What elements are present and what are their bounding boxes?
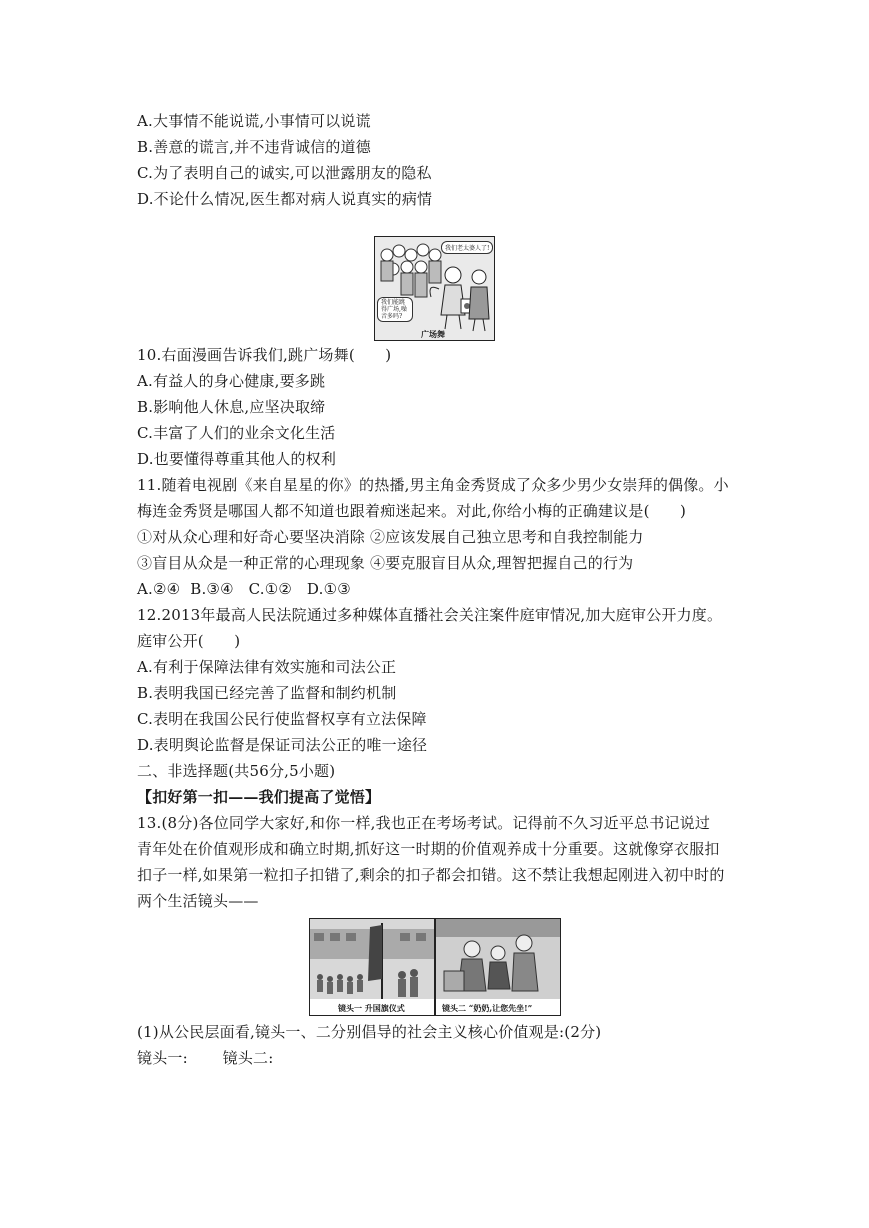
q12-option-a: A.有利于保障法律有效实施和司法公正 (137, 658, 397, 676)
q13-stem-line-2: 青年处在价值观形成和确立时期,抓好这一时期的价值观养成十分重要。这就像穿衣服扣 (137, 840, 720, 858)
q9-option-c: C.为了表明自己的诚实,可以泄露朋友的隐私 (137, 164, 432, 182)
section-2-subtitle: 【扣好第一扣——我们提高了觉悟】 (137, 788, 381, 806)
q9-option-b: B.善意的谎言,并不违背诚信的道德 (137, 138, 371, 156)
cartoon-speech-bubble-left: 我们能跳得广场,噪音多吗? (377, 297, 413, 322)
q11-options: A.②④ B.③④ C.①② D.①③ (137, 580, 351, 598)
q12-option-b: B.表明我国已经完善了监督和制约机制 (137, 684, 397, 702)
q13-sub-question-1: (1)从公民层面看,镜头一、二分别倡导的社会主义核心价值观是:(2分) (137, 1023, 602, 1041)
q12-option-c: C.表明在我国公民行使监督权享有立法保障 (137, 710, 427, 728)
photo-1-caption: 镜头一 升国旗仪式 (338, 1003, 405, 1013)
q10-stem: 10.右面漫画告诉我们,跳广场舞( ) (137, 346, 392, 364)
q10-option-b: B.影响他人休息,应坚决取缔 (137, 398, 326, 416)
q12-option-d: D.表明舆论监督是保证司法公正的唯一途径 (137, 736, 428, 754)
cartoon-caption: 广场舞 (421, 329, 445, 339)
q13-stem-line-4: 两个生活镜头—— (137, 892, 259, 910)
q10-option-a: A.有益人的身心健康,要多跳 (137, 372, 326, 390)
cartoon-speech-bubble-top: 我们老太婆人了! (441, 241, 493, 254)
q13-stem-line-1: 13.(8分)各位同学大家好,和你一样,我也正在考场考试。记得前不久习近平总书记说过 (137, 814, 711, 832)
q9-option-d: D.不论什么情况,医生都对病人说真实的病情 (137, 190, 433, 208)
q11-statement-1: ①对从众心理和好奇心要坚决消除 ②应该发展自己独立思考和自我控制能力 (137, 528, 644, 546)
q9-option-a: A.大事情不能说谎,小事情可以说谎 (137, 112, 371, 130)
q13-stem-line-3: 扣子一样,如果第一粒扣子扣错了,剩余的扣子都会扣错。这不禁让我想起刚进入初中时的 (137, 866, 725, 884)
q11-stem-line-1: 11.随着电视剧《来自星星的你》的热播,男主角金秀贤成了众多少男少女崇拜的偶像。小 (137, 476, 729, 494)
square-dance-cartoon (374, 236, 495, 341)
q10-option-c: C.丰富了人们的业余文化生活 (137, 424, 336, 442)
q12-stem-line-1: 12.2013年最高人民法院通过多种媒体直播社会关注案件庭审情况,加大庭审公开力度。 (137, 606, 723, 624)
flag-raising-drawing (310, 919, 434, 1015)
give-seat-drawing (436, 919, 560, 1015)
section-2-title: 二、非选择题(共56分,5小题) (137, 762, 336, 780)
q11-stem-line-2: 梅连金秀贤是哪国人都不知道也跟着痴迷起来。对此,你给小梅的正确建议是( ) (137, 502, 687, 520)
photo-flag-raising (309, 918, 435, 1016)
q12-stem-line-2: 庭审公开( ) (137, 632, 241, 650)
q11-statement-2: ③盲目从众是一种正常的心理现象 ④要克服盲目从众,理智把握自己的行为 (137, 554, 634, 572)
q13-answer-labels: 镜头一: 镜头二: (137, 1049, 274, 1067)
photo-give-seat (435, 918, 561, 1016)
photo-2-caption: 镜头二 “奶奶,让您先坐!” (442, 1003, 533, 1013)
q10-option-d: D.也要懂得尊重其他人的权利 (137, 450, 337, 468)
